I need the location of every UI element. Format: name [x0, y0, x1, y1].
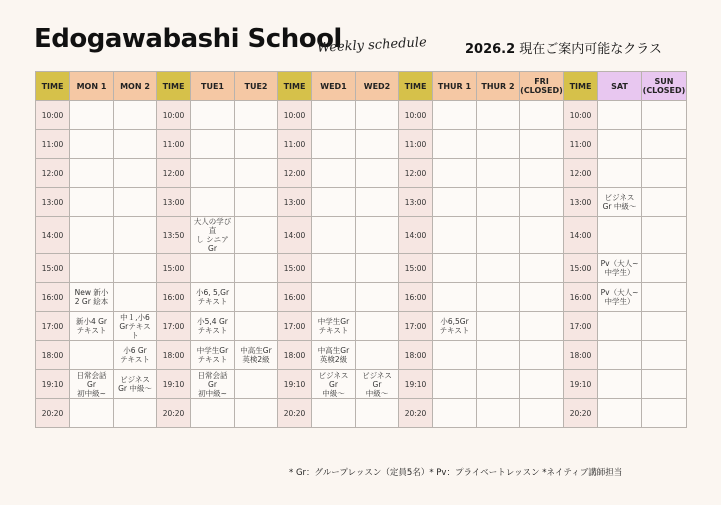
header [34, 22, 694, 62]
time-cell: 17:00 [564, 312, 598, 341]
time-cell: 11:00 [564, 130, 598, 159]
time-cell: 14:00 [564, 217, 598, 254]
class-cell [356, 217, 399, 254]
class-cell [520, 312, 564, 341]
class-cell [477, 341, 520, 370]
class-cell: 日常会話 Gr 初中級~ [191, 370, 235, 399]
class-cell [235, 399, 278, 428]
class-cell [70, 101, 114, 130]
class-cell: 中学生Gr テキスト [312, 312, 356, 341]
class-cell [70, 217, 114, 254]
class-cell [356, 130, 399, 159]
class-cell [235, 217, 278, 254]
class-cell [520, 254, 564, 283]
class-cell [520, 341, 564, 370]
column-header: TIME [36, 72, 70, 101]
class-cell: ビジネス Gr 中級～ [356, 370, 399, 399]
time-cell: 12:00 [36, 159, 70, 188]
time-cell: 15:00 [157, 254, 191, 283]
class-cell [235, 101, 278, 130]
time-cell: 16:00 [278, 283, 312, 312]
class-cell [477, 217, 520, 254]
schedule-row [36, 254, 687, 283]
class-cell [191, 188, 235, 217]
class-cell [520, 283, 564, 312]
class-cell [433, 399, 477, 428]
time-cell: 13:00 [564, 188, 598, 217]
class-cell [356, 341, 399, 370]
time-cell: 20:20 [278, 399, 312, 428]
class-cell [520, 159, 564, 188]
availability-note [465, 38, 662, 57]
class-cell [520, 399, 564, 428]
class-cell [433, 159, 477, 188]
time-cell: 12:00 [157, 159, 191, 188]
time-cell: 18:00 [564, 341, 598, 370]
class-cell [235, 254, 278, 283]
class-cell: ビジネス Gr 中級～ [312, 370, 356, 399]
time-cell: 11:00 [278, 130, 312, 159]
time-cell: 13:00 [157, 188, 191, 217]
column-header: TIME [157, 72, 191, 101]
class-cell [114, 254, 157, 283]
class-cell [356, 188, 399, 217]
schedule-row [36, 188, 687, 217]
schedule-row [36, 370, 687, 399]
class-cell [235, 312, 278, 341]
time-cell: 15:00 [399, 254, 433, 283]
class-cell: 中高生Gr 英検2級 [312, 341, 356, 370]
class-cell [235, 159, 278, 188]
class-cell [70, 399, 114, 428]
class-cell [433, 130, 477, 159]
column-header: THUR 1 [433, 72, 477, 101]
time-cell: 18:00 [157, 341, 191, 370]
time-cell: 20:20 [564, 399, 598, 428]
schedule-row [36, 283, 687, 312]
time-cell: 10:00 [564, 101, 598, 130]
time-cell: 16:00 [399, 283, 433, 312]
class-cell [598, 370, 642, 399]
class-cell [312, 283, 356, 312]
class-cell [356, 283, 399, 312]
schedule-row [36, 130, 687, 159]
time-cell: 20:20 [399, 399, 433, 428]
time-cell: 16:00 [157, 283, 191, 312]
time-cell: 13:50 [157, 217, 191, 254]
weekly-schedule-label: Weekly schedule [316, 35, 428, 56]
class-cell [356, 312, 399, 341]
time-cell: 17:00 [36, 312, 70, 341]
class-cell: 中高生Gr 英検2級 [235, 341, 278, 370]
time-cell: 13:00 [278, 188, 312, 217]
class-cell: 新小4 Gr テキスト [70, 312, 114, 341]
schedule-row [36, 217, 687, 254]
column-header: WED2 [356, 72, 399, 101]
column-header: WED1 [312, 72, 356, 101]
class-cell: Pv（大人~ 中学生） [598, 283, 642, 312]
class-cell [356, 159, 399, 188]
time-cell: 14:00 [399, 217, 433, 254]
class-cell [642, 370, 687, 399]
class-cell [477, 101, 520, 130]
time-cell: 13:00 [36, 188, 70, 217]
class-cell [312, 159, 356, 188]
column-header: SAT [598, 72, 642, 101]
schedule-header-row [36, 72, 687, 101]
class-cell: Pv（大人~ 中学生） [598, 254, 642, 283]
class-cell [433, 188, 477, 217]
class-cell: 中学生Gr テキスト [191, 341, 235, 370]
time-cell: 19:10 [157, 370, 191, 399]
time-cell: 20:20 [157, 399, 191, 428]
class-cell [642, 254, 687, 283]
time-cell: 18:00 [399, 341, 433, 370]
availability-year: 2026.2 [465, 42, 516, 57]
class-cell [520, 370, 564, 399]
class-cell [312, 188, 356, 217]
class-cell [70, 254, 114, 283]
class-cell [70, 188, 114, 217]
time-cell: 19:10 [278, 370, 312, 399]
class-cell [114, 399, 157, 428]
class-cell: ビジネス Gr 中級～ [598, 188, 642, 217]
class-cell: 中１,小6 Grテキス ト [114, 312, 157, 341]
class-cell [642, 130, 687, 159]
time-cell: 18:00 [278, 341, 312, 370]
class-cell [642, 312, 687, 341]
class-cell [433, 254, 477, 283]
class-cell [235, 283, 278, 312]
time-cell: 16:00 [564, 283, 598, 312]
class-cell: ビジネス Gr 中級～ [114, 370, 157, 399]
time-cell: 13:00 [399, 188, 433, 217]
time-cell: 14:00 [36, 217, 70, 254]
time-cell: 16:00 [36, 283, 70, 312]
class-cell [433, 283, 477, 312]
class-cell [191, 159, 235, 188]
class-cell [312, 130, 356, 159]
time-cell: 19:10 [564, 370, 598, 399]
class-cell [70, 130, 114, 159]
schedule-table [35, 71, 687, 428]
class-cell [477, 159, 520, 188]
class-cell [520, 101, 564, 130]
class-cell [114, 101, 157, 130]
class-cell [114, 283, 157, 312]
class-cell [114, 217, 157, 254]
class-cell [235, 370, 278, 399]
class-cell [598, 399, 642, 428]
class-cell [356, 254, 399, 283]
class-cell [235, 130, 278, 159]
column-header: TIME [399, 72, 433, 101]
class-cell [191, 101, 235, 130]
time-cell: 10:00 [278, 101, 312, 130]
class-cell [598, 312, 642, 341]
availability-text: 現在ご案内可能なクラス [515, 42, 662, 57]
time-cell: 11:00 [157, 130, 191, 159]
class-cell [598, 217, 642, 254]
time-cell: 11:00 [36, 130, 70, 159]
class-cell [642, 283, 687, 312]
class-cell [642, 101, 687, 130]
time-cell: 15:00 [278, 254, 312, 283]
class-cell [356, 101, 399, 130]
class-cell: 小5,4 Gr テキスト [191, 312, 235, 341]
class-cell [477, 312, 520, 341]
class-cell [598, 159, 642, 188]
time-cell: 14:00 [278, 217, 312, 254]
class-cell [433, 341, 477, 370]
schedule-body [36, 101, 687, 428]
class-cell [642, 159, 687, 188]
time-cell: 17:00 [157, 312, 191, 341]
class-cell [598, 341, 642, 370]
schedule-row [36, 101, 687, 130]
class-cell [598, 130, 642, 159]
class-cell [477, 370, 520, 399]
class-cell: 小6 Gr テキスト [114, 341, 157, 370]
column-header: TUE1 [191, 72, 235, 101]
class-cell [433, 217, 477, 254]
column-header: MON 1 [70, 72, 114, 101]
class-cell [520, 217, 564, 254]
footnote: * Gr：グループレッスン（定員5名）* Pv：プライベートレッスン *ネイティブ講師担当 [289, 468, 623, 478]
schedule-row [36, 312, 687, 341]
class-cell [70, 159, 114, 188]
class-cell [114, 188, 157, 217]
class-cell [312, 399, 356, 428]
column-header: SUN (CLOSED) [642, 72, 687, 101]
schedule-row [36, 159, 687, 188]
time-cell: 19:10 [36, 370, 70, 399]
class-cell [114, 159, 157, 188]
column-header: TIME [564, 72, 598, 101]
class-cell [642, 217, 687, 254]
class-cell: 日常会話 Gr 初中級~ [70, 370, 114, 399]
class-cell [70, 341, 114, 370]
class-cell: 小6, 5,Gr テキスト [191, 283, 235, 312]
school-name: Edogawabashi School [34, 24, 342, 54]
time-cell: 19:10 [399, 370, 433, 399]
column-header: FRI (CLOSED) [520, 72, 564, 101]
time-cell: 12:00 [399, 159, 433, 188]
class-cell [642, 188, 687, 217]
column-header: THUR 2 [477, 72, 520, 101]
time-cell: 12:00 [564, 159, 598, 188]
class-cell [477, 283, 520, 312]
class-cell [433, 101, 477, 130]
class-cell [191, 130, 235, 159]
time-cell: 10:00 [399, 101, 433, 130]
schedule-row [36, 399, 687, 428]
time-cell: 17:00 [399, 312, 433, 341]
column-header: TIME [278, 72, 312, 101]
time-cell: 10:00 [36, 101, 70, 130]
class-cell [642, 399, 687, 428]
column-header: TUE2 [235, 72, 278, 101]
class-cell [642, 341, 687, 370]
class-cell: New 新小 2 Gr 絵本 [70, 283, 114, 312]
time-cell: 18:00 [36, 341, 70, 370]
time-cell: 12:00 [278, 159, 312, 188]
class-cell [520, 188, 564, 217]
schedule-row [36, 341, 687, 370]
class-cell [356, 399, 399, 428]
time-cell: 11:00 [399, 130, 433, 159]
time-cell: 15:00 [36, 254, 70, 283]
time-cell: 10:00 [157, 101, 191, 130]
class-cell [312, 254, 356, 283]
time-cell: 17:00 [278, 312, 312, 341]
class-cell [191, 254, 235, 283]
class-cell [235, 188, 278, 217]
class-cell [477, 254, 520, 283]
time-cell: 20:20 [36, 399, 70, 428]
time-cell: 15:00 [564, 254, 598, 283]
class-cell: 小6,5Gr テキスト [433, 312, 477, 341]
class-cell [598, 101, 642, 130]
class-cell [312, 217, 356, 254]
column-header: MON 2 [114, 72, 157, 101]
class-cell [477, 188, 520, 217]
class-cell [477, 399, 520, 428]
class-cell [114, 130, 157, 159]
class-cell [312, 101, 356, 130]
class-cell [477, 130, 520, 159]
class-cell: 大人の学び直 し シニア Gr [191, 217, 235, 254]
class-cell [433, 370, 477, 399]
class-cell [191, 399, 235, 428]
class-cell [520, 130, 564, 159]
